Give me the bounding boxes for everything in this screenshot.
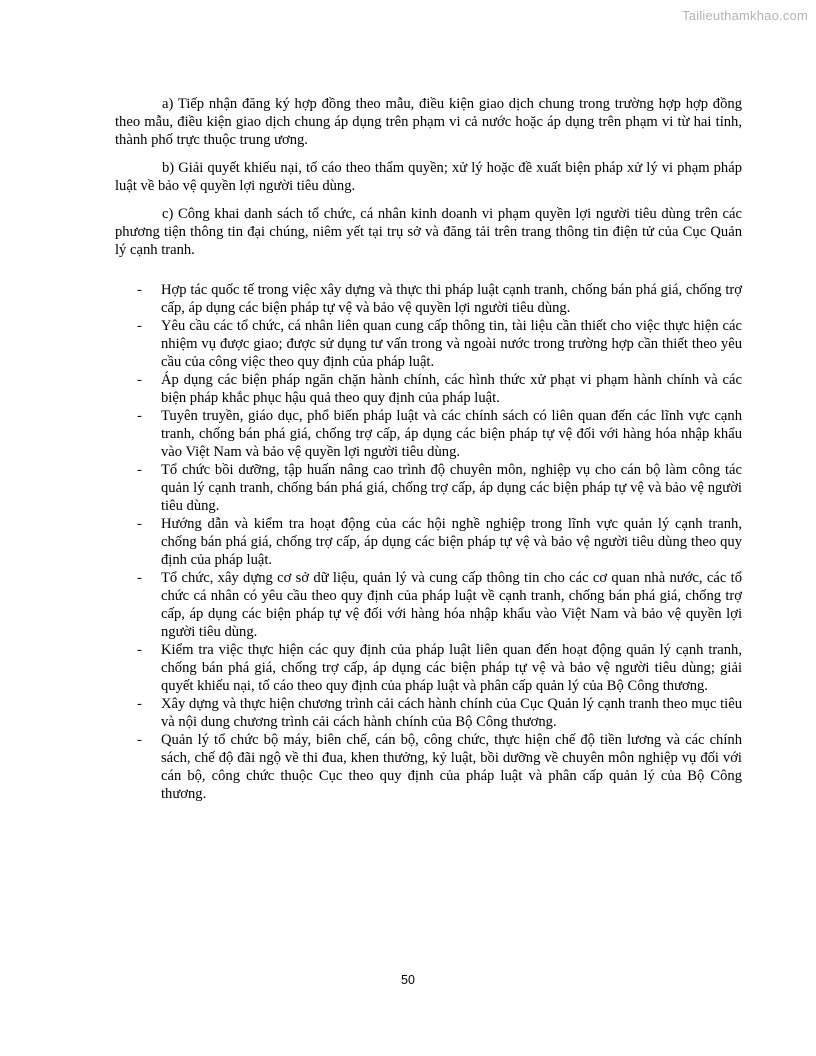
watermark-text: Tailieuthamkhao.com [682,8,808,23]
bullet-dash: - [137,282,142,298]
paragraph-b: b) Giải quyết khiếu nại, tố cáo theo thẩm quyền; xử lý hoặc đề xuất biện pháp xử lý vi phạm pháp luật về bảo vệ quyền lợi người tiêu dùng. [115,160,742,194]
list-item [115,461,742,515]
paragraph-a: a) Tiếp nhận đăng ký hợp đồng theo mẫu, điều kiện giao dịch chung trong trường hợp hợp đồng theo mẫu, điều kiện giao dịch chung áp dụng trên phạm vi cả nước hoặc áp dụng trên phạm vi từ hai tỉnh, thành phố trực thuộc trung ương. [115,96,742,148]
bullet-dash: - [137,570,142,586]
bullet-dash: - [137,696,142,712]
list-item [115,317,742,371]
duties-list [115,281,742,803]
bullet-dash: - [137,318,142,334]
list-item [115,569,742,641]
list-item-text: Hướng dẫn và kiểm tra hoạt động của các hội nghề nghiệp trong lĩnh vực quản lý cạnh tranh, chống bán phá giá, chống trợ cấp, áp dụng các biện pháp tự vệ và bảo vệ người tiêu dùng theo quy định của pháp luật. [161,516,742,568]
list-item [115,695,742,731]
bullet-dash: - [137,408,142,424]
list-item-text: Hợp tác quốc tế trong việc xây dựng và thực thi pháp luật cạnh tranh, chống bán phá giá, chống trợ cấp, áp dụng các biện pháp tự vệ và bảo vệ quyền lợi người tiêu dùng. [161,282,742,316]
bullet-dash: - [137,462,142,478]
bullet-dash: - [137,372,142,388]
document-body [115,95,742,803]
list-item-text: Yêu cầu các tổ chức, cá nhân liên quan cung cấp thông tin, tài liệu cần thiết cho việc thực hiện các nhiệm vụ được giao; được sử dụng tư vấn trong và ngoài nước trong trường hợp cần thiết theo yêu cầu của công việc theo quy định của pháp luật. [161,318,742,370]
list-item [115,281,742,317]
list-item [115,731,742,803]
list-item-text: Xây dựng và thực hiện chương trình cải cách hành chính của Cục Quản lý cạnh tranh theo mục tiêu và nội dung chương trình cải cách hành chính của Bộ Công thương. [161,696,742,730]
paragraph-c: c) Công khai danh sách tổ chức, cá nhân kinh doanh vi phạm quyền lợi người tiêu dùng trên các phương tiện thông tin đại chúng, niêm yết tại trụ sở và đăng tải trên trang thông tin điện tử của Cục Quản lý cạnh tranh. [115,206,742,258]
list-item-text: Áp dụng các biện pháp ngăn chặn hành chính, các hình thức xử phạt vi phạm hành chính và các biện pháp khắc phục hậu quả theo quy định của pháp luật. [161,372,742,406]
list-item [115,407,742,461]
bullet-dash: - [137,516,142,532]
list-item [115,515,742,569]
list-item-text: Tổ chức bồi dưỡng, tập huấn nâng cao trình độ chuyên môn, nghiệp vụ cho cán bộ làm công tác quản lý cạnh tranh, chống bán phá giá, chống trợ cấp, áp dụng các biện pháp tự vệ và bảo vệ người tiêu dùng. [161,462,742,514]
list-item-text: Quản lý tổ chức bộ máy, biên chế, cán bộ, công chức, thực hiện chế độ tiền lương và các chính sách, chế độ đãi ngộ về thi đua, khen thưởng, kỷ luật, bồi dưỡng về chuyên môn nghiệp vụ đối với cán bộ, công chức thuộc Cục theo quy định của pháp luật và phân cấp quản lý của Bộ Công thương. [161,732,742,802]
list-item [115,641,742,695]
list-item [115,371,742,407]
page-number: 50 [401,973,415,987]
bullet-dash: - [137,732,142,748]
list-item-text: Tuyên truyền, giáo dục, phổ biến pháp luật và các chính sách có liên quan đến các lĩnh vực cạnh tranh, chống bán phá giá, chống trợ cấp, áp dụng các biện pháp tự vệ đối với hàng hóa nhập khẩu vào Việt Nam và bảo vệ quyền lợi người tiêu dùng. [161,408,742,460]
list-item-text: Tổ chức, xây dựng cơ sở dữ liệu, quản lý và cung cấp thông tin cho các cơ quan nhà nước, các tổ chức cá nhân có yêu cầu theo quy định của pháp luật về cạnh tranh, chống bán phá giá, chống trợ cấp, áp dụng các biện pháp tự vệ đối với hàng hóa nhập khẩu vào Việt Nam và bảo vệ quyền lợi người tiêu dùng. [161,570,742,640]
list-item-text: Kiểm tra việc thực hiện các quy định của pháp luật liên quan đến hoạt động quản lý cạnh tranh, chống bán phá giá, chống trợ cấp, áp dụng các biện pháp tự vệ và bảo vệ người tiêu dùng; giải quyết khiếu nại, tố cáo theo quy định của pháp luật và phân cấp quản lý của Bộ Công thương. [161,642,742,694]
bullet-dash: - [137,642,142,658]
